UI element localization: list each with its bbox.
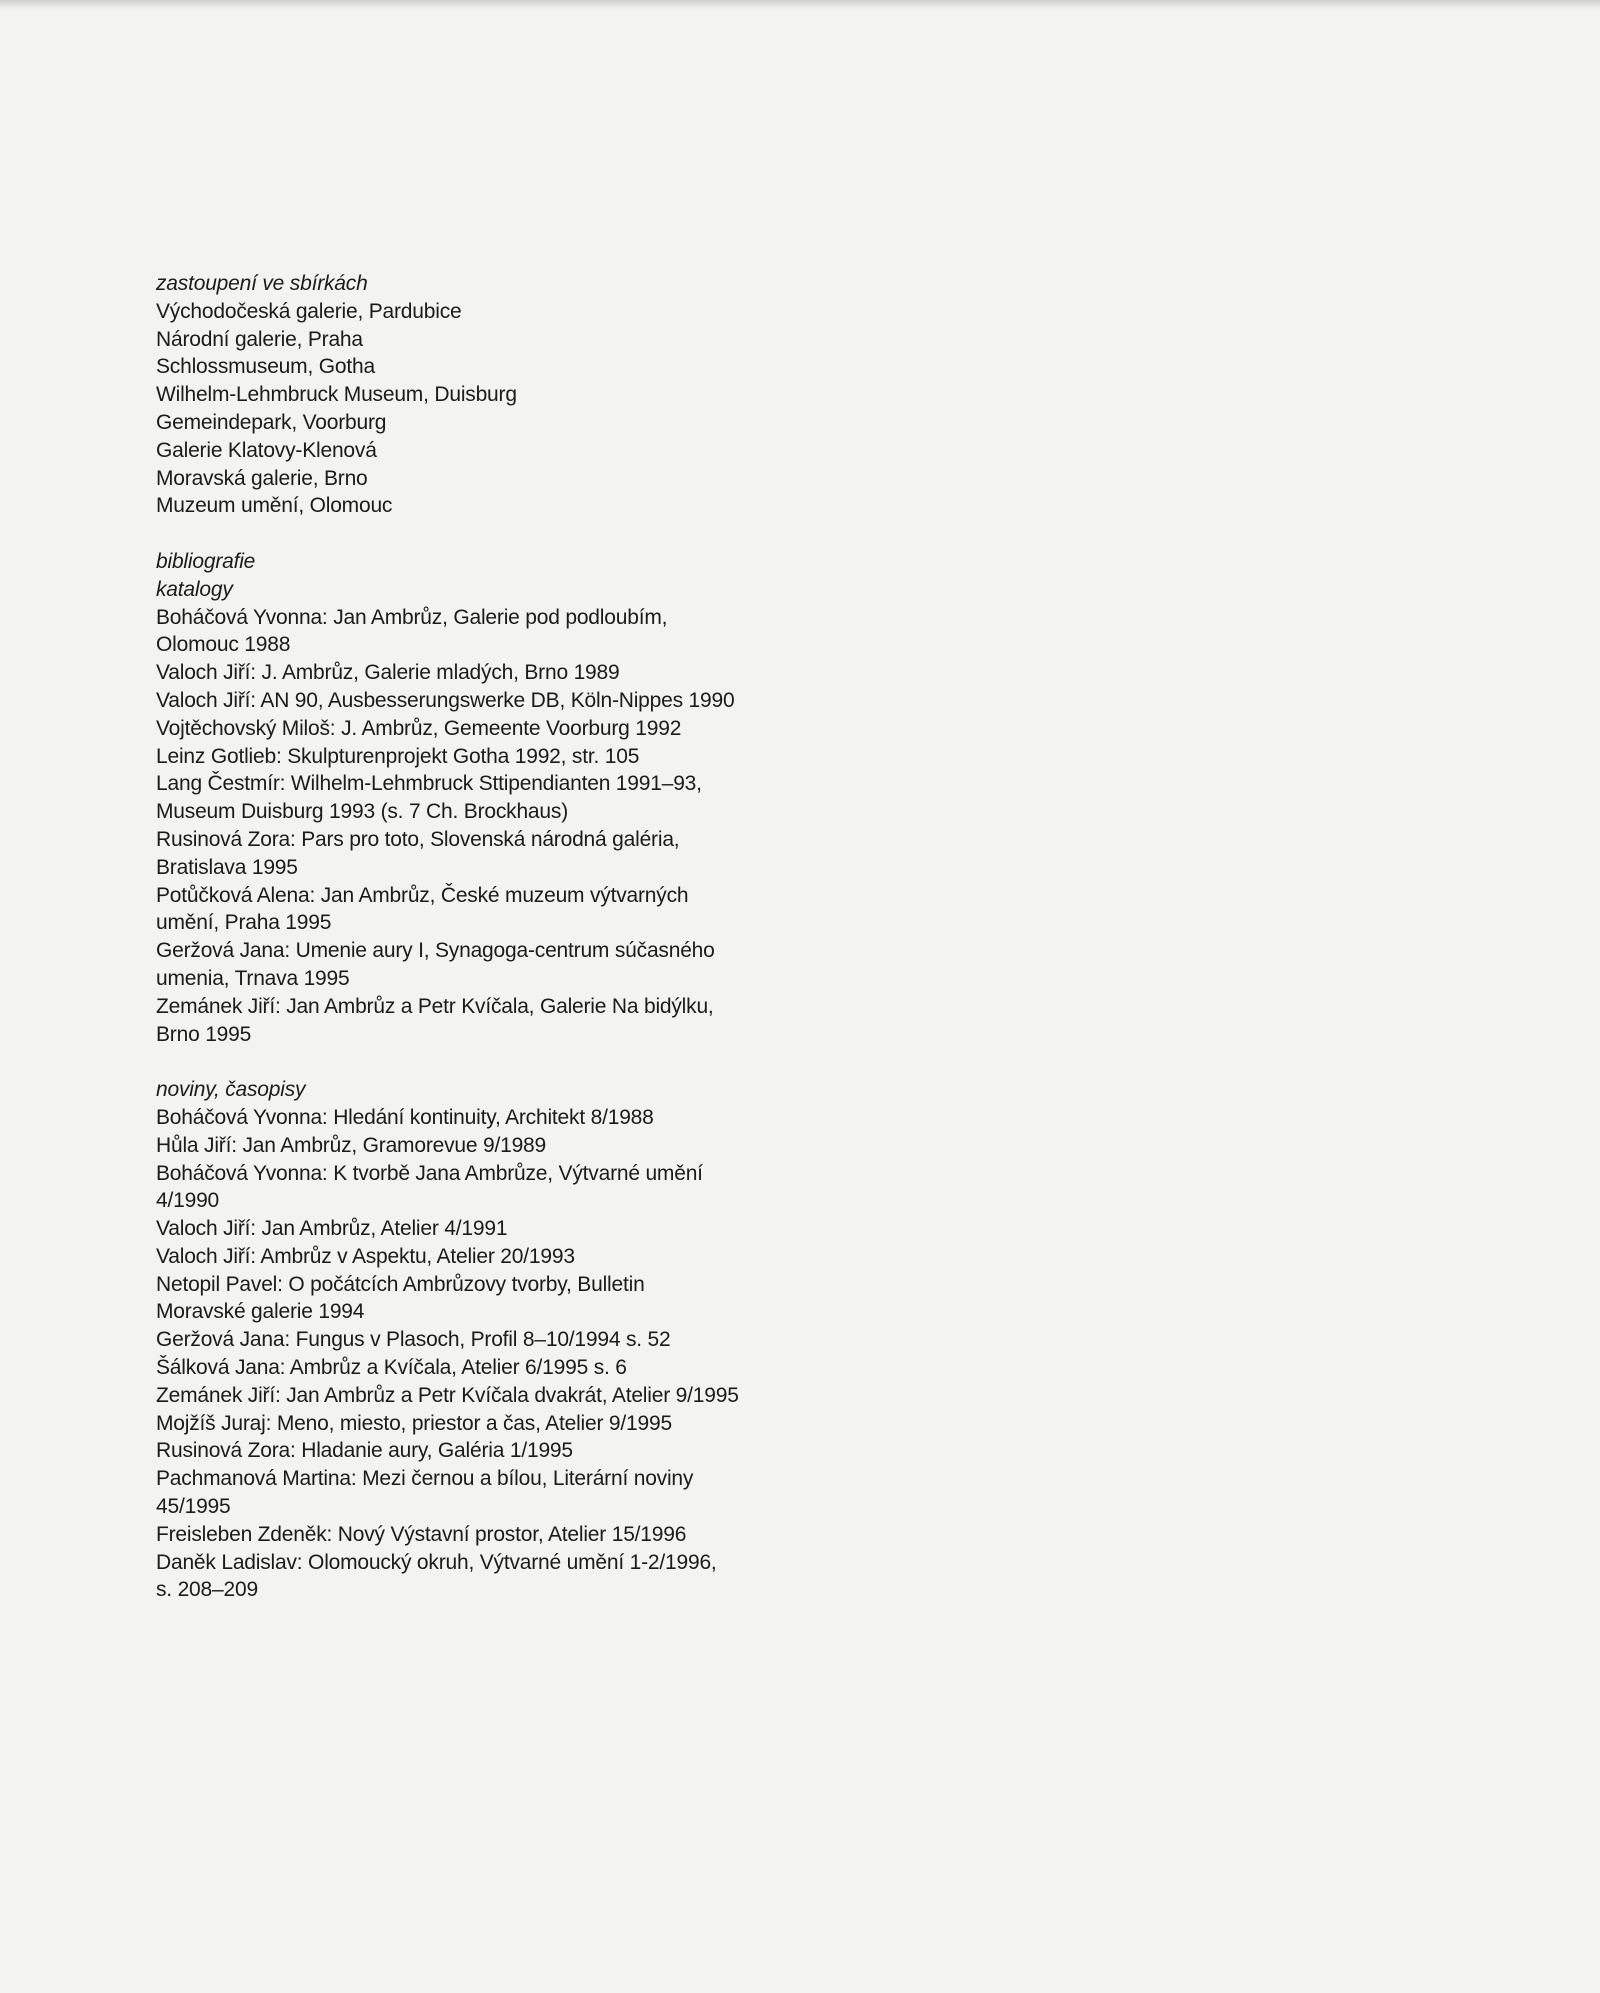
catalogs-list (156, 604, 796, 1049)
list-item: Mojžíš Juraj: Meno, miesto, priestor a čas, Atelier 9/1995 (156, 1411, 672, 1435)
list-item: Galerie Klatovy-Klenová (156, 438, 377, 462)
page-top-edge (0, 0, 1600, 12)
list-item: Zemánek Jiří: Jan Ambrůz a Petr Kvíčala, Galerie Na bidýlku, Brno 1995 (156, 994, 714, 1046)
list-item: Schlossmuseum, Gotha (156, 355, 375, 379)
press-section (156, 1076, 796, 1604)
list-item: Rusinová Zora: Pars pro toto, Slovenská národná galéria, Bratislava 1995 (156, 827, 680, 879)
collections-section (156, 270, 796, 520)
list-item: Geržová Jana: Fungus v Plasoch, Profil 8–10/1994 s. 52 (156, 1328, 671, 1352)
list-item: Valoch Jiří: Jan Ambrůz, Atelier 4/1991 (156, 1217, 508, 1241)
list-item: Wilhelm-Lehmbruck Museum, Duisburg (156, 383, 517, 407)
list-item: Geržová Jana: Umenie aury I, Synagoga-centrum súčasného umenia, Trnava 1995 (156, 939, 715, 990)
list-item: Valoch Jiří: J. Ambrůz, Galerie mladých, Brno 1989 (156, 661, 620, 685)
list-item: Hůla Jiří: Jan Ambrůz, Gramorevue 9/1989 (156, 1133, 547, 1157)
list-item: Boháčová Yvonna: K tvorbě Jana Ambrůze, Výtvarné umění 4/1990 (156, 1161, 703, 1213)
list-item: Gemeindepark, Voorburg (156, 410, 387, 434)
list-item: Šálková Jana: Ambrůz a Kvíčala, Atelier 6/1995 s. 6 (156, 1356, 627, 1380)
list-item: Moravská galerie, Brno (156, 466, 368, 490)
bibliography-heading: bibliografie (156, 549, 256, 573)
section-gap (156, 1048, 796, 1076)
list-item: Pachmanová Martina: Mezi černou a bílou, Literární noviny 45/1995 (156, 1467, 694, 1519)
press-heading: noviny, časopisy (156, 1078, 306, 1102)
list-item: Boháčová Yvonna: Jan Ambrůz, Galerie pod podloubím, Olomouc 1988 (156, 605, 668, 657)
press-list (156, 1104, 796, 1604)
list-item: Lang Čestmír: Wilhelm-Lehmbruck Sttipendianten 1991–93, Museum Duisburg 1993 (s. 7 Ch. Brockhaus) (156, 772, 702, 824)
list-item: Vojtěchovský Miloš: J. Ambrůz, Gemeente Voorburg 1992 (156, 716, 682, 740)
list-item: Potůčková Alena: Jan Ambrůz, České muzeum výtvarných umění, Praha 1995 (156, 883, 689, 935)
list-item: Národní galerie, Praha (156, 327, 363, 351)
list-item: Leinz Gotlieb: Skulpturenprojekt Gotha 1992, str. 105 (156, 744, 640, 768)
list-item: Zemánek Jiří: Jan Ambrůz a Petr Kvíčala dvakrát, Atelier 9/1995 (156, 1383, 739, 1407)
list-item: Daněk Ladislav: Olomoucký okruh, Výtvarné umění 1-2/1996, s. 208–209 (156, 1550, 717, 1602)
catalogs-heading: katalogy (156, 577, 233, 601)
document-text-column (156, 270, 796, 1604)
list-item: Freisleben Zdeněk: Nový Výstavní prostor, Atelier 15/1996 (156, 1522, 687, 1546)
section-gap (156, 520, 796, 548)
list-item: Rusinová Zora: Hladanie aury, Galéria 1/1995 (156, 1439, 573, 1463)
list-item: Valoch Jiří: AN 90, Ausbesserungswerke DB, Köln-Nippes 1990 (156, 688, 735, 712)
list-item: Boháčová Yvonna: Hledání kontinuity, Architekt 8/1988 (156, 1105, 654, 1129)
bibliography-section (156, 548, 796, 1048)
list-item: Muzeum umění, Olomouc (156, 494, 393, 518)
collections-list (156, 298, 796, 520)
collections-heading: zastoupení ve sbírkách (156, 272, 368, 295)
list-item: Východočeská galerie, Pardubice (156, 299, 462, 323)
list-item: Netopil Pavel: O počátcích Ambrůzovy tvorby, Bulletin Moravské galerie 1994 (156, 1272, 645, 1324)
list-item: Valoch Jiří: Ambrůz v Aspektu, Atelier 20/1993 (156, 1244, 575, 1268)
